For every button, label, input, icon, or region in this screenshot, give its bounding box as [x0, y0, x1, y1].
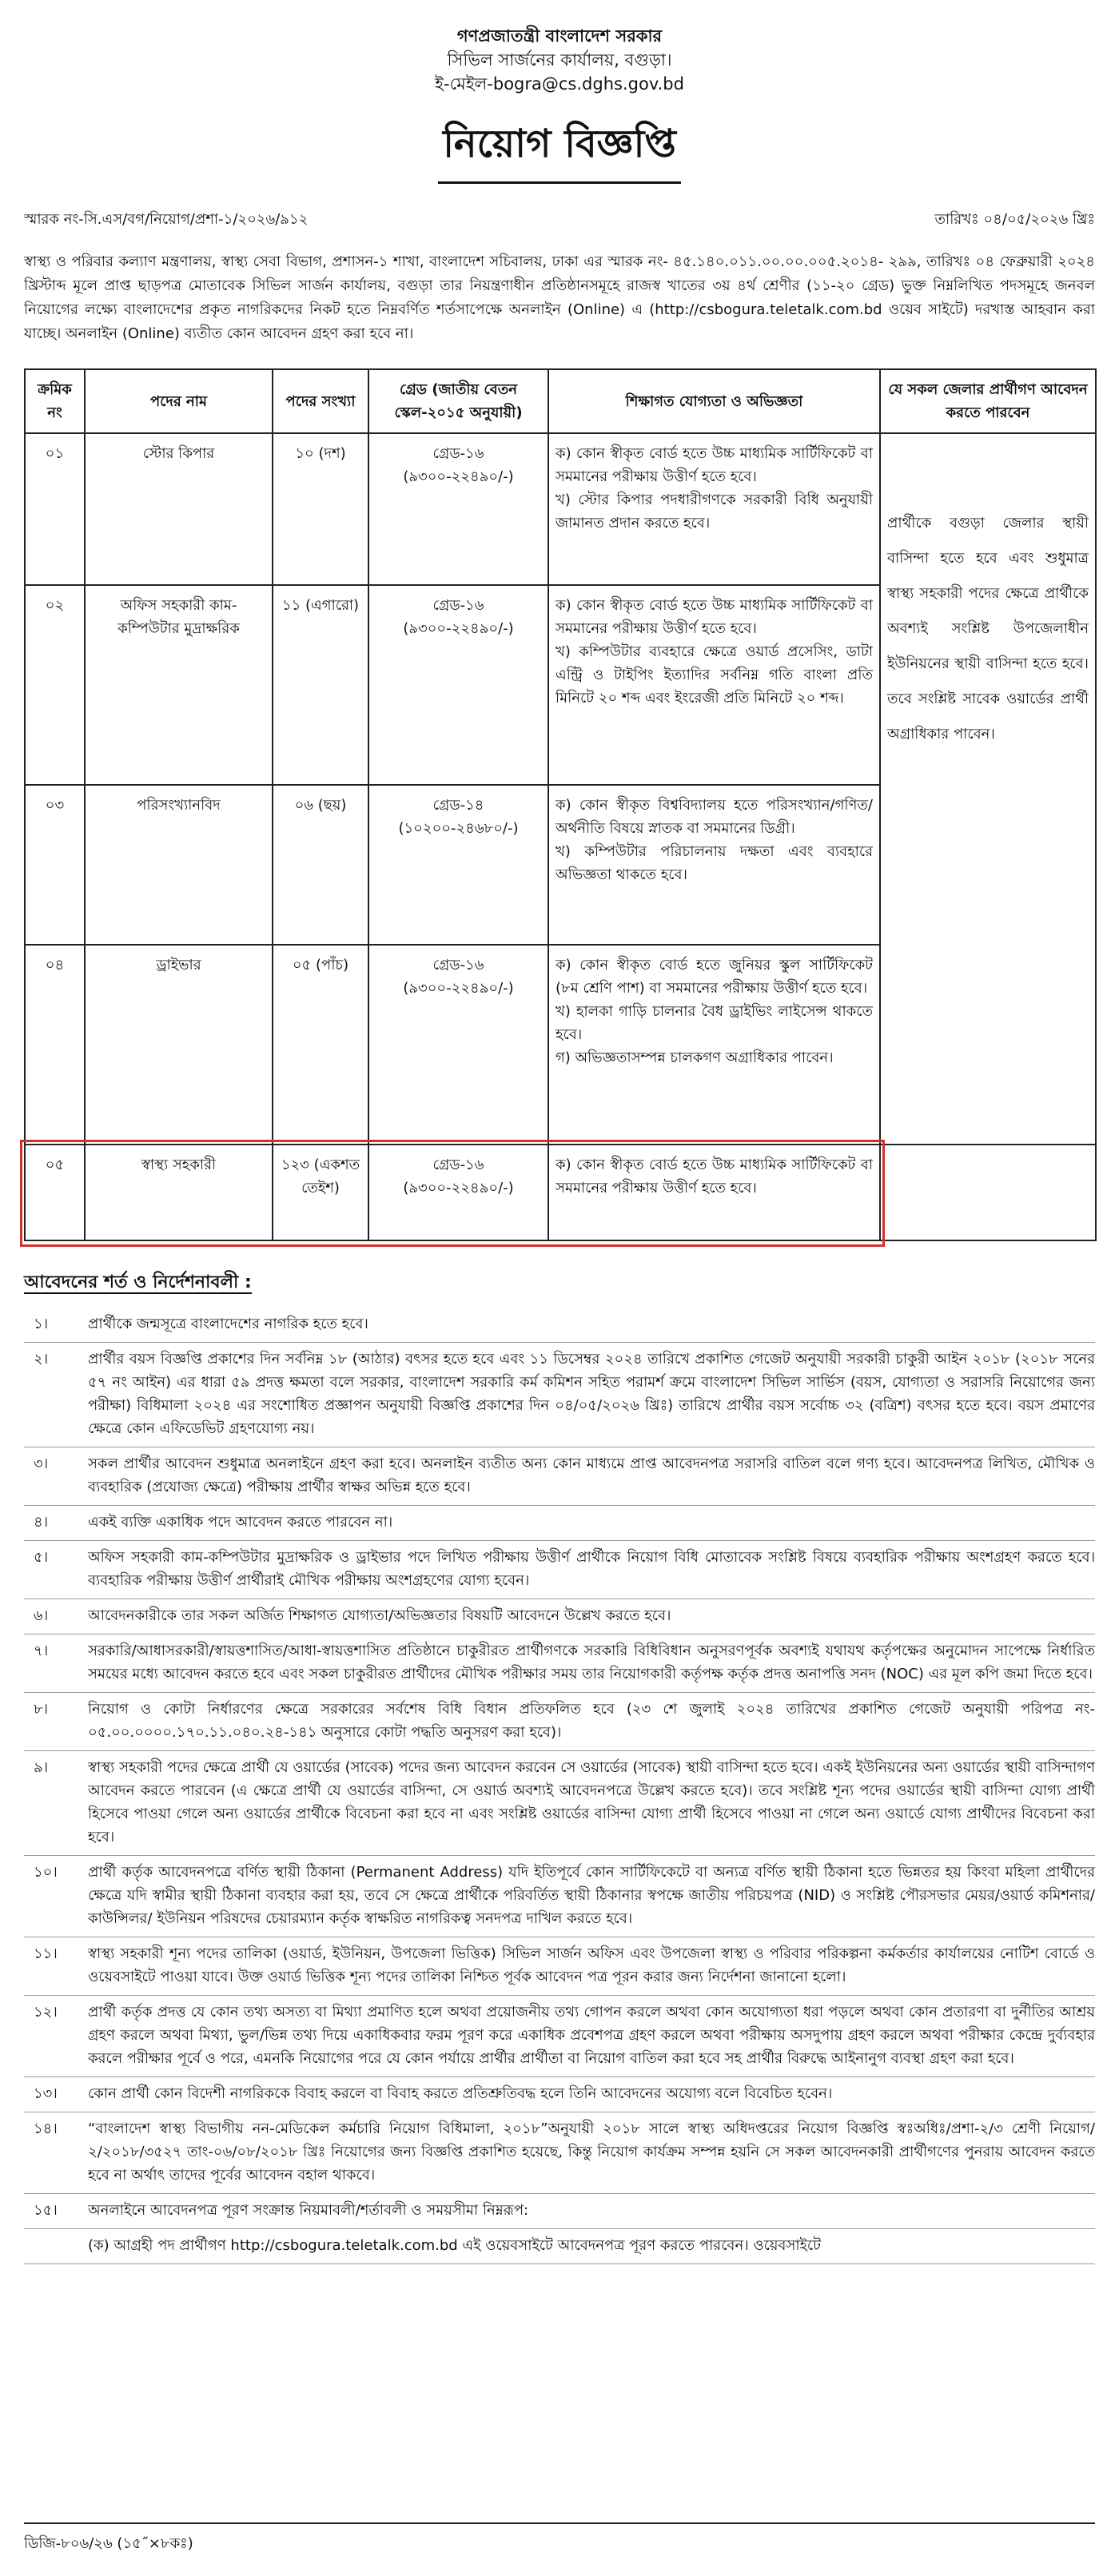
condition-item [24, 2077, 1095, 2112]
condition-item [24, 1308, 1095, 1343]
grade-label: গ্রেড-১৬ [432, 957, 484, 973]
condition-number: ৬। [34, 1607, 49, 1624]
cell-grade [368, 945, 548, 1145]
office-email: ই-মেইল-bogra@cs.dghs.gov.bd [435, 74, 684, 94]
condition-text: সরকারি/আধাসরকারী/স্বায়ত্তশাসিত/আধা-স্বায়ত্তশাসিত প্রতিষ্ঠানে চাকুরীরত প্রার্থীগণকে সরকারি বিধিবিধান অনুসরণপূর্বক অবশ্যই যথাযথ কর্তৃপক্ষের অনুমোদন সাপেক্ষে নির্ধারিত সময়ের মধ্যে আবেদন করতে হবে এবং সকল চাকুরীরত প্রার্থীদের মৌখিক পরীক্ষার সময় তার নিয়োগকারী কর্তৃপক্ষ কর্তৃক প্রদত্ত অনাপত্তি সনদ (NOC) এর মূল কপি জমা দিতে হবে। [88, 1642, 1095, 1682]
condition-number [24, 2234, 88, 2257]
condition-text: প্রার্থীর বয়স বিজ্ঞপ্তি প্রকাশের দিন সর্বনিম্ন ১৮ (আঠার) বৎসর হতে হবে এবং ১১ ডিসেম্বর ২০২৪ তারিখে প্রকাশিত গেজেট অনুযায়ী সরকারী চাকুরী আইন ২০১৮ (২০১৮ সনের ৫৭ নং আইন) এর ধারা ৫৯ প্রদত্ত ক্ষমতা বলে সরকার, বাংলাদেশ সরকারি কর্ম কমিশন সহিত পরামর্শ ক্রমে বাংলাদেশ সিভিল সার্ভিস (বয়স, যোগ্যতা ও সরাসরি নিয়োগের জন্য পরীক্ষা) বিধিমালা ২০২৪ এর সংশোধিত প্রজ্ঞাপন অনুযায়ী বিজ্ঞপ্তি প্রকাশের দিন ০৪/০৫/২০২৬ খ্রিঃ) তারিখে প্রার্থীর বয়স সর্বোচ্চ ৩২ (বত্রিশ) বৎসর হতে হবে। বয়স প্রমাণের ক্ষেত্রে কোন এফিডেভিট গ্রহণযোগ্য নয়। [88, 1351, 1095, 1437]
cell-education [548, 785, 880, 945]
condition-item [24, 1937, 1095, 1996]
condition-item [24, 1751, 1095, 1856]
pay-scale: (৯৩০০-২২৪৯০/-) [403, 468, 514, 485]
cell-post: স্বাস্থ্য সহকারী [85, 1145, 273, 1240]
qualification-item: ক) কোন স্বীকৃত বোর্ড হতে উচ্চ মাধ্যমিক সার্টিফিকেট বা সমমানের পরীক্ষায় উত্তীর্ণ হতে হবে। [556, 1157, 873, 1196]
pay-scale: (৯৩০০-২২৪৯০/-) [403, 620, 514, 637]
condition-item [24, 1506, 1095, 1541]
condition-number: ১৩। [34, 2085, 58, 2102]
condition-text: অনলাইনে আবেদনপত্র পূরণ সংক্রান্ত নিয়মাবলী/শর্তাবলী ও সময়সীমা নিম্নরূপ: [88, 2202, 529, 2219]
header-grade: গ্রেড (জাতীয় বেতন স্কেল-২০১৫ অনুযায়ী) [368, 369, 548, 433]
qualification-item: ক) কোন স্বীকৃত বিশ্ববিদ্যালয় হতে পরিসংখ্যান/গণিত/অর্থনীতি বিষয়ে স্নাতক বা সমমানের ডিগ্রী। [556, 797, 873, 837]
header-education: শিক্ষাগত যোগ্যতা ও অভিজ্ঞতা [548, 369, 880, 433]
cell-count: ১২৩ (একশত তেইশ) [273, 1145, 368, 1240]
condition-text: একই ব্যক্তি একাধিক পদে আবেদন করতে পারবেন না। [88, 1514, 393, 1531]
pay-scale: (৯৩০০-২২৪৯০/-) [403, 1180, 514, 1196]
table-row [25, 433, 1096, 585]
qualification-item: খ) হালকা গাড়ি চালনার বৈধ ড্রাইভিং লাইসেন্স থাকতে হবে। [556, 1003, 873, 1043]
conditions-list [24, 1308, 1095, 2264]
condition-number: ১২। [34, 2004, 58, 2021]
condition-item [24, 2194, 1095, 2229]
header-count: পদের সংখ্যা [273, 369, 368, 433]
condition-number: ১৫। [34, 2202, 58, 2219]
pay-scale: (১০২০০-২৪৬৮০/-) [398, 820, 519, 837]
condition-number: ২। [34, 1351, 49, 1368]
condition-text: নিয়োগ ও কোটা নির্ধারণের ক্ষেত্রে সরকারের সর্বশেষ বিধি বিধান প্রতিফলিত হবে (২৩ শে জুলাই ২০২৪ তারিখের প্রকাশিত গেজেট অনুযায়ী পরিপত্র নং- ০৫.০০.০০০০.১৭০.১১.০৪০.২৪-১৪১ অনুসারে কোটা পদ্ধতি অনুসরণ করা হবে)। [88, 1701, 1095, 1741]
condition-item [24, 1996, 1095, 2077]
reference-line [24, 208, 1095, 233]
qualification-item: খ) কম্পিউটার পরিচালনায় দক্ষতা এবং ব্যবহারে অভিজ্ঞতা থাকতে হবে। [556, 843, 873, 883]
cell-eligible-district-empty [880, 1145, 1096, 1240]
cell-serial: ০৩ [25, 785, 85, 945]
condition-text: স্বাস্থ্য সহকারী শূন্য পদের তালিকা (ওয়ার্ড, ইউনিয়ন, উপজেলা ভিত্তিক) সিভিল সার্জন অফিস এবং উপজেলা স্বাস্থ্য ও পরিবার পরিকল্পনা কর্মকর্তার কার্যালয়ের নোটিশ বোর্ডে ও ওয়েবসাইটে পাওয়া যাবে। উক্ত ওয়ার্ড ভিত্তিক শূন্য পদের তালিকা নিশ্চিত পূর্বক আবেদন পত্র পূরন করার জন্য নির্দেশনা জানানো হলো। [88, 1945, 1095, 1985]
grade-label: গ্রেড-১৬ [432, 597, 484, 614]
condition-number: ৮। [34, 1701, 49, 1718]
cell-post: অফিস সহকারী কাম-কম্পিউটার মুদ্রাক্ষরিক [85, 585, 273, 785]
grade-label: গ্রেড-১৬ [432, 445, 484, 462]
condition-number: ৩। [34, 1455, 49, 1472]
office-name: সিভিল সার্জনের কার্যালয়, বগুড়া। [447, 50, 672, 70]
pay-scale: (৯৩০০-২২৪৯০/-) [403, 980, 514, 997]
qualification-item: ক) কোন স্বীকৃত বোর্ড হতে উচ্চ মাধ্যমিক সার্টিফিকেট বা সমমানের পরীক্ষায় উত্তীর্ণ হতে হবে। [556, 445, 873, 485]
notice-date: তারিখঃ ০৪/০৫/২০২৬ খ্রিঃ [934, 211, 1095, 228]
condition-item [24, 1693, 1095, 1751]
cell-count: ১১ (এগারো) [273, 585, 368, 785]
qualification-item: ক) কোন স্বীকৃত বোর্ড হতে জুনিয়র স্কুল সার্টিফিকেট (৮ম শ্রেণি পাশ) বা সমমানের পরীক্ষায় উত্তীর্ণ হতে হবে। [556, 957, 873, 997]
cell-grade [368, 585, 548, 785]
header-post: পদের নাম [85, 369, 273, 433]
cell-serial: ০৪ [25, 945, 85, 1145]
condition-number: ১১। [34, 1945, 58, 1962]
cell-serial: ০২ [25, 585, 85, 785]
grade-label: গ্রেড-১৪ [432, 797, 484, 814]
cell-serial: ০১ [25, 433, 85, 585]
notice-title: নিয়োগ বিজ্ঞপ্তি [438, 115, 681, 184]
condition-item [24, 1634, 1095, 1693]
condition-text: সকল প্রার্থীর আবেদন শুধুমাত্র অনলাইনে গ্রহণ করা হবে। অনলাইন ব্যতীত অন্য কোন মাধ্যমে প্রাপ্ত আবেদনপত্র সরাসরি বাতিল বলে গণ্য হবে। আবেদনপত্র লিখিত, মৌখিক ও ব্যবহারিক (প্রযোজ্য ক্ষেত্রে) পরীক্ষায় প্রার্থীর স্বাক্ষর অভিন্ন হতে হবে। [88, 1455, 1095, 1495]
header-serial: ক্রমিক নং [25, 369, 85, 433]
condition-item [24, 1343, 1095, 1447]
condition-number: ৭। [34, 1642, 49, 1659]
qualification-item: খ) কম্পিউটার ব্যবহারে ক্ষেত্রে ওয়ার্ড প্রসেসিং, ডাটা এন্ট্রি ও টাইপিং ইত্যাদির সর্বনিম্ন গতি বাংলা প্রতি মিনিটে ২০ শব্দ এবং ইংরেজী প্রতি মিনিটে ২০ শব্দ। [556, 643, 873, 707]
condition-item [24, 1599, 1095, 1634]
condition-text: স্বাস্থ্য সহকারী পদের ক্ষেত্রে প্রার্থী যে ওয়ার্ডের (সাবেক) পদের জন্য আবেদন করবেন সে ওয়ার্ডের (সাবেক) স্থায়ী বাসিন্দা হতে হবে। একই ইউনিয়নের অন্য ওয়ার্ডের স্থায়ী বাসিন্দাগণ আবেদন করতে পারবেন (এ ক্ষেত্রে প্রার্থী যে ওয়ার্ডের বাসিন্দা, সে ওয়ার্ড অবশ্যই আবেদনপত্রে উল্লেখ করতে হবে)। তবে সংশ্লিষ্ট শূন্য পদের ওয়ার্ডের স্থায়ী বাসিন্দা যোগ্য প্রার্থী হিসেবে পাওয়া গেলে অন্য ওয়ার্ডের প্রার্থীকে বিবেচনা করা হবে না এবং সংশ্লিষ্ট ওয়ার্ডের বাসিন্দা যোগ্য প্রার্থী হিসেবে পাওয়া না গেলে অন্য ওয়ার্ডে যোগ্য প্রার্থীদের বিবেচনা করা হবে। [88, 1759, 1095, 1845]
condition-number: ৪। [34, 1514, 49, 1531]
condition-item [24, 2229, 1095, 2264]
letterhead [24, 24, 1095, 96]
conditions-heading [24, 1268, 1095, 1298]
cell-grade [368, 785, 548, 945]
government-name: গণপ্রজাতন্ত্রী বাংলাদেশ সরকার [456, 26, 663, 46]
condition-text: প্রার্থী কর্তৃক প্রদত্ত যে কোন তথ্য অসত্য বা মিথ্যা প্রমাণিত হলে অথবা প্রয়োজনীয় তথ্য গোপন করলে অথবা কোন অযোগ্যতা ধরা পড়লে অথবা কোন প্রতারণা বা দুর্নীতির আশ্রয় গ্রহণ করলে অথবা মিথ্যা, ভুল/ভিন্ন তথ্য দিয়ে একাধিকবার ফরম পূরণ করে একাধিক প্রবেশপত্র গ্রহণ করলে অথবা পরীক্ষায় অসদুপায় গ্রহণ করলে অথবা পরীক্ষার কেন্দ্রে দুর্ব্যবহার করলে পরীক্ষার পূর্বে ও পরে, এমনকি নিয়োগের পরে যে কোন পর্যায়ে প্রার্থীর প্রার্থীতা বা নিয়োগ বাতিল করা হবে সহ প্রার্থীর বিরুদ্ধে আইনানুগ ব্যবস্থা গ্রহণ করা হবে। [88, 2004, 1095, 2067]
cell-post: পরিসংখ্যানবিদ [85, 785, 273, 945]
notice-title-wrap [24, 115, 1095, 184]
cell-education [548, 945, 880, 1145]
condition-number: ১। [34, 1316, 49, 1332]
condition-text: প্রার্থী কর্তৃক আবেদনপত্রে বর্ণিত স্থায়ী ঠিকানা (Permanent Address) যদি ইতিপূর্বে কোন সার্টিফিকেটে বা অন্যত্র বর্ণিত স্থায়ী ঠিকানা হতে ভিন্নতর হয় কিংবা মহিলা প্রার্থীদের ক্ষেত্রে যদি স্বামীর স্থায়ী ঠিকানা ব্যবহার করা হয়, তবে সে ক্ষেত্রে প্রার্থীকে পরিবর্তিত স্থায়ী ঠিকানার স্বপক্ষে জাতীয় পরিচয়পত্র (NID) ও সংশ্লিষ্ট পৌরসভার মেয়র/ওয়ার্ড কমিশনার/কাউন্সিলর/ ইউনিয়ন পরিষদের চেয়ারম্যান কর্তৃক স্বাক্ষরিত নাগরিকত্ব সনদপত্র দাখিল করতে হবে। [88, 1864, 1095, 1927]
condition-text: প্রার্থীকে জন্মসূত্রে বাংলাদেশের নাগরিক হতে হবে। [88, 1316, 368, 1332]
condition-number: ৯। [34, 1759, 49, 1776]
cell-education [548, 1145, 880, 1240]
condition-text: “বাংলাদেশ স্বাস্থ্য বিভাগীয় নন-মেডিকেল কর্মচারি নিয়োগ বিধিমালা, ২০১৮”অনুযায়ী ২০১৮ সালে স্বাস্থ্য অধিদপ্তরের নিয়োগ বিজ্ঞপ্তি স্বঃঅধিঃ/প্রশা-২/৩ শ্রেণী নিয়োগ/২/২০১৮/৩৫২৭ তাং-০৬/০৮/২০১৮ খ্রিঃ নিয়োগের জন্য বিজ্ঞপ্তি প্রকাশিত হয়েছে, কিন্তু নিয়োগ কার্যক্রম সম্পন্ন হয়নি সে সকল আবেদনকারী প্রার্থীগণের পুনরায় আবেদন করতে হবে না অর্থাৎ তাদের পূর্বের আবেদন বহাল থাকবে। [88, 2120, 1095, 2184]
table-header-row [25, 369, 1096, 433]
footer-code: ডিজি-৮০৬/২৬ (১৫˝×৮কঃ) [24, 2535, 193, 2552]
qualification-item: গ) অভিজ্ঞতাসম্পন্ন চালকগণ অগ্রাধিকার পাবেন। [556, 1049, 834, 1066]
cell-post: ড্রাইভার [85, 945, 273, 1145]
condition-number: ৫। [34, 1549, 49, 1566]
condition-item [24, 1856, 1095, 1937]
cell-post: স্টোর কিপার [85, 433, 273, 585]
condition-text: আবেদনকারীকে তার সকল অর্জিত শিক্ষাগত যোগ্যতা/অভিজ্ঞতার বিষয়টি আবেদনে উল্লেখ করতে হবে। [88, 1607, 671, 1624]
table-row [25, 1145, 1096, 1240]
header-district: যে সকল জেলার প্রার্থীগণ আবেদন করতে পারবেন [880, 369, 1096, 433]
conditions-title: আবেদনের শর্ত ও নির্দেশনাবলী : [24, 1272, 252, 1292]
condition-text: অফিস সহকারী কাম-কম্পিউটার মুদ্রাক্ষরিক ও ড্রাইভার পদে লিখিত পরীক্ষায় উত্তীর্ণ প্রার্থীকে নিয়োগ বিধি মোতাবেক সংশ্লিষ্ট বিষয়ে ব্যবহারিক পরীক্ষায় অংশগ্রহণ করতে হবে। ব্যবহারিক পরীক্ষায় উত্তীর্ণ প্রার্থীরাই মৌখিক পরীক্ষায় অংশগ্রহণের যোগ্য হবেন। [88, 1549, 1095, 1589]
grade-label: গ্রেড-১৬ [432, 1157, 484, 1173]
cell-count: ০৬ (ছয়) [273, 785, 368, 945]
footer-divider [24, 2522, 1095, 2524]
condition-item [24, 1447, 1095, 1506]
cell-eligible-district: প্রার্থীকে বগুড়া জেলার স্থায়ী বাসিন্দা হতে হবে এবং শুধুমাত্র স্বাস্থ্য সহকারী পদের ক্ষেত্রে প্রার্থীকে অবশ্যই সংশ্লিষ্ট উপজেলাধীন ইউনিয়নের স্থায়ী বাসিন্দা হতে হবে। তবে সংশ্লিষ্ট সাবেক ওয়ার্ডের প্রার্থী অগ্রাধিকার পাবেন। [880, 433, 1096, 1145]
cell-count: ০৫ (পাঁচ) [273, 945, 368, 1145]
cell-education [548, 585, 880, 785]
condition-item [24, 2112, 1095, 2194]
cell-grade [368, 1145, 548, 1240]
cell-grade [368, 433, 548, 585]
qualification-item: খ) স্টোর কিপার পদধারীগণকে সরকারী বিধি অনুযায়ী জামানত প্রদান করতে হবে। [556, 492, 873, 532]
intro-paragraph: স্বাস্থ্য ও পরিবার কল্যাণ মন্ত্রণালয়, স্বাস্থ্য সেবা বিভাগ, প্রশাসন-১ শাখা, বাংলাদেশ সচিবালয়, ঢাকা এর স্মারক নং- ৪৫.১৪০.০১১.০০.০০.০০৫.২০১৪- ২৯৯, তারিখঃ ০৪ ফেব্রুয়ারী ২০২৪ খ্রিস্টাব্দ মূলে প্রাপ্ত ছাড়পত্র মোতাবেক সিভিল সার্জন কার্যালয়, বগুড়া তার নিয়ন্ত্রণাধীন প্রতিষ্ঠানসমূহে রাজস্ব খাতের ৩য় ৪র্থ শ্রেণীর (১১-২০ গ্রেড) ভুক্ত নিম্নলিখিত পদসমূহে জনবল নিয়োগের লক্ষ্যে বাংলাদেশের প্রকৃত নাগরিকদের নিকট হতে নিম্নবর্ণিত শর্তসাপেক্ষে অনলাইন (Online) এ (http://csbogura.teletalk.com.bd ওয়েব সাইটে) দরখাস্ত আহবান করা যাচ্ছে। অনলাইন (Online) ব্যতীত কোন আবেদন গ্রহণ করা হবে না। [24, 253, 1095, 342]
condition-number: ১০। [34, 1864, 58, 1881]
condition-text: কোন প্রার্থী কোন বিদেশী নাগরিককে বিবাহ করলে বা বিবাহ করতে প্রতিশ্রুতিবদ্ধ হলে তিনি আবেদনের অযোগ্য বলে বিবেচিত হবেন। [88, 2085, 833, 2102]
cell-serial: ০৫ [25, 1145, 85, 1240]
condition-text: (ক) আগ্রহী পদ প্রার্থীগণ http://csbogura.teletalk.com.bd এই ওয়েবসাইটে আবেদনপত্র পূরণ করতে পারবেন। ওয়েবসাইটে [88, 2237, 821, 2254]
memo-number: স্মারক নং-সি.এস/বগ/নিয়োগ/প্রশা-১/২০২৬/৯১২ [24, 211, 309, 228]
cell-count: ১০ (দশ) [273, 433, 368, 585]
condition-item [24, 1541, 1095, 1599]
condition-number: ১৪। [34, 2120, 58, 2137]
cell-education [548, 433, 880, 585]
qualification-item: ক) কোন স্বীকৃত বোর্ড হতে উচ্চ মাধ্যমিক সার্টিফিকেট বা সমমানের পরীক্ষায় উত্তীর্ণ হতে হবে। [556, 597, 873, 637]
vacancy-table [24, 368, 1097, 1241]
